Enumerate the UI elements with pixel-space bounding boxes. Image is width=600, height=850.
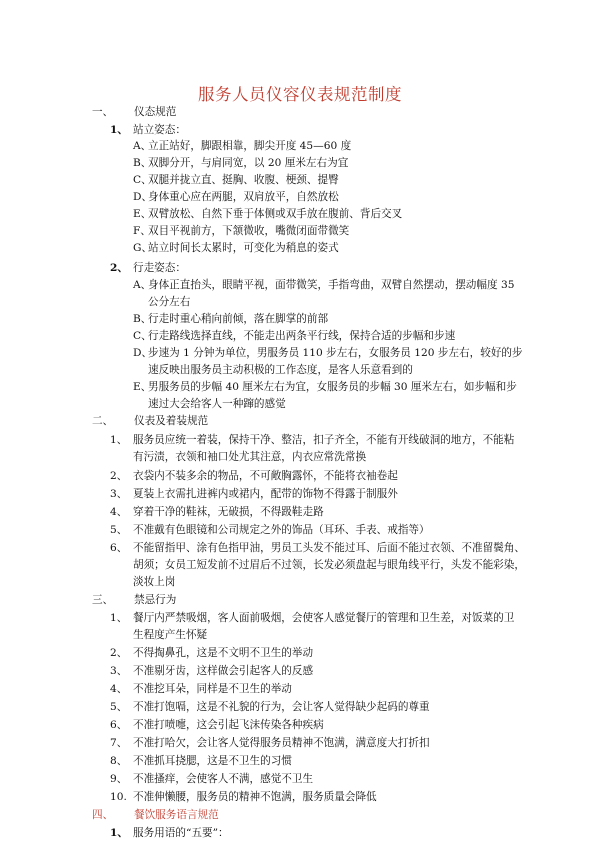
item-text: 站立时间长太累时，可变化为稍息的姿式 [148, 242, 339, 254]
section-title: 仪态规范 [134, 106, 177, 118]
section-number: 二、 [92, 415, 114, 427]
item-text: 步速为 1 分钟为单位，男服务员 110 步左右，女服务员 120 步左右，较好的步 [148, 347, 523, 359]
item-letter: C、 [133, 330, 152, 342]
item-text: 行走时重心稍向前倾，落在脚掌的前部 [148, 313, 329, 325]
item-text: 不准打哈欠，会让客人觉得服务员精神不饱满，满意度大打折扣 [133, 737, 430, 749]
item-number: 6、 [110, 719, 128, 731]
item-letter: A、 [133, 140, 152, 152]
item-text: 双臂放松、自然下垂于体侧或双手放在腹前、背后交叉 [148, 208, 403, 220]
item-text: 服务员应统一着装，保持干净、整洁，扣子齐全，不能有开线破洞的地方，不能粘 [133, 434, 515, 446]
item-letter: F、 [133, 225, 151, 237]
item-text: 立正站好，脚跟相靠，脚尖开度 45—60 度 [148, 140, 352, 152]
item-text: 不准搔痒，会使客人不满，感觉不卫生 [133, 773, 314, 785]
item-number: 2、 [110, 470, 128, 482]
item-text: 速过大会给客人一种蹿的感觉 [148, 398, 286, 410]
item-number: 3、 [110, 665, 128, 677]
item-text: 双腿并拢立直、挺胸、收腹、梗颈、提臀 [148, 174, 339, 186]
section-number: 三、 [92, 594, 114, 606]
item-text: 服务用语的“五要”： [133, 827, 229, 839]
item-letter: E、 [133, 208, 152, 220]
item-text: 不准剔牙齿，这样做会引起客人的反感 [133, 665, 314, 677]
item-text: 不得掏鼻孔，这是不文明不卫生的举动 [133, 647, 314, 659]
item-letter: D、 [133, 191, 153, 203]
item-number: 1、 [110, 827, 128, 839]
item-number: 5、 [110, 524, 128, 536]
item-text: 不能留指甲、涂有色指甲油，男员工头发不能过耳、后面不能过衣领、不准留鬓角、 [133, 542, 525, 554]
item-text: 不准戴有色眼镜和公司规定之外的饰品（耳环、手表、戒指等） [133, 524, 430, 536]
item-text: 有污渍，衣领和袖口处尤其注意，内衣应常洗常换 [133, 451, 367, 463]
item-text: 淡妆上岗 [133, 576, 176, 588]
item-letter: G、 [133, 242, 153, 254]
item-number: 6、 [110, 542, 128, 554]
item-text: 不准抓耳挠腮，这是不卫生的习惯 [133, 755, 292, 767]
item-number: 4、 [110, 683, 128, 695]
item-number: 9、 [110, 773, 128, 785]
item-letter: D、 [133, 347, 153, 359]
item-number: 1、 [110, 612, 128, 624]
item-number: 2、 [110, 262, 128, 274]
item-number: 2、 [110, 647, 128, 659]
item-letter: B、 [133, 313, 152, 325]
item-number: 4、 [110, 506, 128, 518]
item-text: 站立姿态： [133, 124, 186, 136]
item-text: 衣袋内不装多余的物品，不可敞胸露怀，不能将衣袖卷起 [133, 470, 398, 482]
item-text: 夏装上衣需扎进裤内或裙内，配带的饰物不得露于制服外 [133, 488, 398, 500]
section-number: 四、 [92, 809, 114, 821]
item-text: 速反映出服务员主动积极的工作态度，是客人乐意看到的 [148, 364, 413, 376]
item-text: 不准打饱嗝，这是不礼貌的行为，会让客人觉得缺少起码的尊重 [133, 701, 430, 713]
item-text: 行走路线选择直线，不能走出两条平行线，保持合适的步幅和步速 [148, 330, 456, 342]
item-number: 1、 [110, 434, 128, 446]
item-letter: C、 [133, 174, 152, 186]
item-text: 行走姿态： [133, 262, 186, 274]
section-title: 禁忌行为 [134, 594, 177, 606]
item-text: 不准挖耳朵，同样是不卫生的举动 [133, 683, 292, 695]
item-text: 男服务员的步幅 40 厘米左右为宜，女服务员的步幅 30 厘米左右，如步幅和步 [148, 381, 517, 393]
item-text: 餐厅内严禁吸烟，客人面前吸烟，会使客人感觉餐厅的管理和卫生差，对饭菜的卫 [133, 612, 515, 624]
section-number: 一、 [92, 106, 114, 118]
section-title: 仪表及着装规范 [134, 415, 209, 427]
item-text: 身体正直抬头，眼睛平视，面带微笑，手指弯曲，双臂自然摆动，摆动幅度 35 [148, 279, 515, 291]
item-text: 穿着干净的鞋袜，无破损，不得趿鞋走路 [133, 506, 324, 518]
item-text: 身体重心应在两腿，双肩放平，自然放松 [148, 191, 339, 203]
item-text: 不准打喷嚏，这会引起飞沫传染各种疾病 [133, 719, 324, 731]
item-number: 3、 [110, 488, 128, 500]
item-number: 7、 [110, 737, 128, 749]
page-title: 服务人员仪容仪表规范制度 [198, 85, 402, 104]
item-letter: E、 [133, 381, 152, 393]
item-text: 双脚分开，与肩同宽，以 20 厘米左右为宜 [148, 157, 349, 169]
item-text: 公分左右 [148, 296, 191, 308]
item-letter: B、 [133, 157, 152, 169]
item-letter: A、 [133, 279, 152, 291]
item-number: 5、 [110, 701, 128, 713]
item-number: 1、 [110, 124, 128, 136]
item-text: 不准伸懒腰，服务员的精神不饱满，服务质量会降低 [133, 791, 377, 803]
item-number: 10. [110, 791, 127, 803]
item-number: 8、 [110, 755, 128, 767]
item-text: 双目平视前方，下颔微收，嘴微闭面带微笑 [148, 225, 350, 237]
item-text: 生程度产生怀疑 [133, 629, 208, 641]
item-text: 胡须；女员工短发前不过眉后不过领，长发必须盘起与眼角线平行，头发不能彩染， [133, 559, 525, 571]
section-title: 餐饮服务语言规范 [134, 809, 219, 821]
